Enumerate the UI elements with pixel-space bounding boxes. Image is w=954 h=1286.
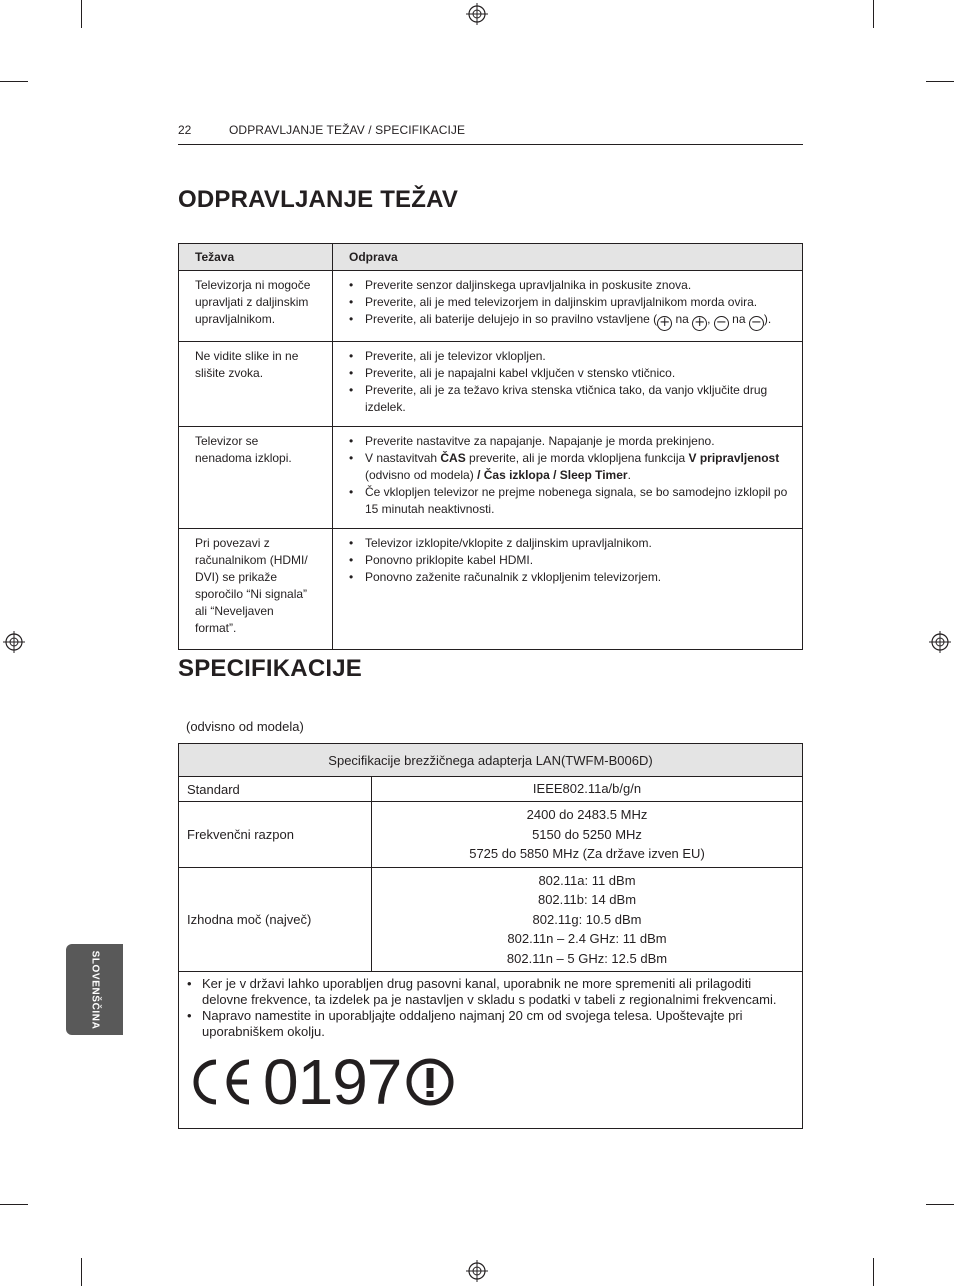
col-header-solution: Odprava <box>333 244 803 271</box>
table-row <box>179 802 803 868</box>
crop-mark <box>0 81 28 82</box>
plus-terminal-icon: + <box>657 316 672 331</box>
solution-item: • Ponovno priklopite kabel HDMI. <box>349 552 792 569</box>
solution-item: • Če vklopljen televizor ne prejme nobenega signala, se bo samodejno izklopil po 15 minutah neaktivnosti. <box>349 484 792 518</box>
spec-table-title: Specifikacije brezžičnega adapterja LAN(TWFM-B006D) <box>179 744 803 777</box>
solution-cell <box>333 427 803 529</box>
spec-label: Frekvenčni razpon <box>179 802 372 868</box>
crop-mark <box>0 1204 28 1205</box>
solution-item: • Preverite, ali baterije delujejo in so pravilno vstavljene ( + na + , − na − ). <box>349 311 792 331</box>
problem-cell: Televizorja ni mogoče upravljati z daljinskim upravljalnikom. <box>179 271 333 342</box>
crop-mark <box>873 0 874 28</box>
crop-mark <box>81 0 82 28</box>
registration-mark-icon <box>3 631 25 653</box>
solution-item: • Preverite, ali je med televizorjem in daljinskim upravljalnikom morda ovira. <box>349 294 792 311</box>
alert-icon <box>405 1057 455 1107</box>
spec-notes <box>179 972 803 1129</box>
crop-mark <box>926 1204 954 1205</box>
spec-label: Izhodna moč (največ) <box>179 867 372 972</box>
solution-item: • Ponovno zaženite računalnik z vklopljenim televizorjem. <box>349 569 792 586</box>
registration-mark-icon <box>929 631 951 653</box>
note-item: • Napravo namestite in uporabljajte oddaljeno najmanj 20 cm od svojega telesa. Upoštevajte pri uporabniškem okolju. <box>187 1008 792 1040</box>
crop-mark <box>873 1258 874 1286</box>
ce-mark-icon <box>187 1056 255 1108</box>
solution-item: • Preverite, ali je napajalni kabel vključen v stensko vtičnico. <box>349 365 792 382</box>
troubleshooting-title: ODPRAVLJANJE TEŽAV <box>178 186 459 213</box>
solution-cell <box>333 529 803 650</box>
crop-mark <box>81 1258 82 1286</box>
solution-cell <box>333 342 803 427</box>
solution-item: • Preverite, ali je za težavo kriva stenska vtičnica tako, da vanjo vključite drug izdelek. <box>349 382 792 416</box>
solution-item: • Preverite, ali je televizor vklopljen. <box>349 348 792 365</box>
solution-item: • Preverite nastavitve za napajanje. Napajanje je morda prekinjeno. <box>349 433 792 450</box>
table-row <box>179 427 803 529</box>
table-row <box>179 972 803 1129</box>
plus-terminal-icon: + <box>692 316 707 331</box>
problem-cell: Ne vidite slike in ne slišite zvoka. <box>179 342 333 427</box>
table-row <box>179 777 803 802</box>
table-row <box>179 529 803 650</box>
spec-value: 2400 do 2483.5 MHz 5150 do 5250 MHz 5725 do 5850 MHz (Za države izven EU) <box>372 802 803 868</box>
notified-body-number: 0197 <box>263 1046 402 1118</box>
problem-cell: Televizor se nenadoma izklopi. <box>179 427 333 529</box>
specifications-title: SPECIFIKACIJE <box>178 655 362 682</box>
page-header <box>178 122 803 145</box>
solution-cell <box>333 271 803 342</box>
spec-value: 802.11a: 11 dBm 802.11b: 14 dBm 802.11g: 10.5 dBm 802.11n – 2.4 GHz: 11 dBm 802.11n – 5 GHz: 12.5 dBm <box>372 867 803 972</box>
troubleshooting-table <box>178 243 803 650</box>
table-row <box>179 867 803 972</box>
solution-item: • Preverite senzor daljinskega upravljalnika in poskusite znova. <box>349 277 792 294</box>
minus-terminal-icon: − <box>714 316 729 331</box>
crop-mark <box>926 81 954 82</box>
specifications-table <box>178 743 803 1129</box>
col-header-problem: Težava <box>179 244 333 271</box>
registration-mark-icon <box>466 1260 488 1282</box>
problem-cell: Pri povezavi z računalnikom (HDMI/ DVI) se prikaže sporočilo “Ni signala” ali “Neveljaven format”. <box>179 529 333 650</box>
page-number: 22 <box>178 123 192 137</box>
table-row <box>179 271 803 342</box>
note-item: • Ker je v državi lahko uporabljen drug pasovni kanal, uporabnik ne more spremeniti ali prilagoditi delovne frekvence, ta izdelek pa je nastavljen v skladu s podatki v tabeli z regionalnimi frekvencami. <box>187 976 792 1008</box>
minus-terminal-icon: − <box>749 316 764 331</box>
spec-value: IEEE802.11a/b/g/n <box>372 777 803 802</box>
solution-item: • V nastavitvah ČAS preverite, ali je morda vklopljena funkcija V pripravljenost (odvisno od modela) / Čas izklopa / Sleep Timer. <box>349 450 792 484</box>
solution-item: • Televizor izklopite/vklopite z daljinskim upravljalnikom. <box>349 535 792 552</box>
registration-mark-icon <box>466 3 488 25</box>
table-row <box>179 342 803 427</box>
model-note: (odvisno od modela) <box>186 719 304 734</box>
language-tab <box>66 944 123 1035</box>
spec-label: Standard <box>179 777 372 802</box>
running-head: ODPRAVLJANJE TEŽAV / SPECIFIKACIJE <box>229 123 466 137</box>
ce-marking <box>187 1046 792 1118</box>
language-tab-label: SLOVENŠČINA <box>89 950 100 1029</box>
